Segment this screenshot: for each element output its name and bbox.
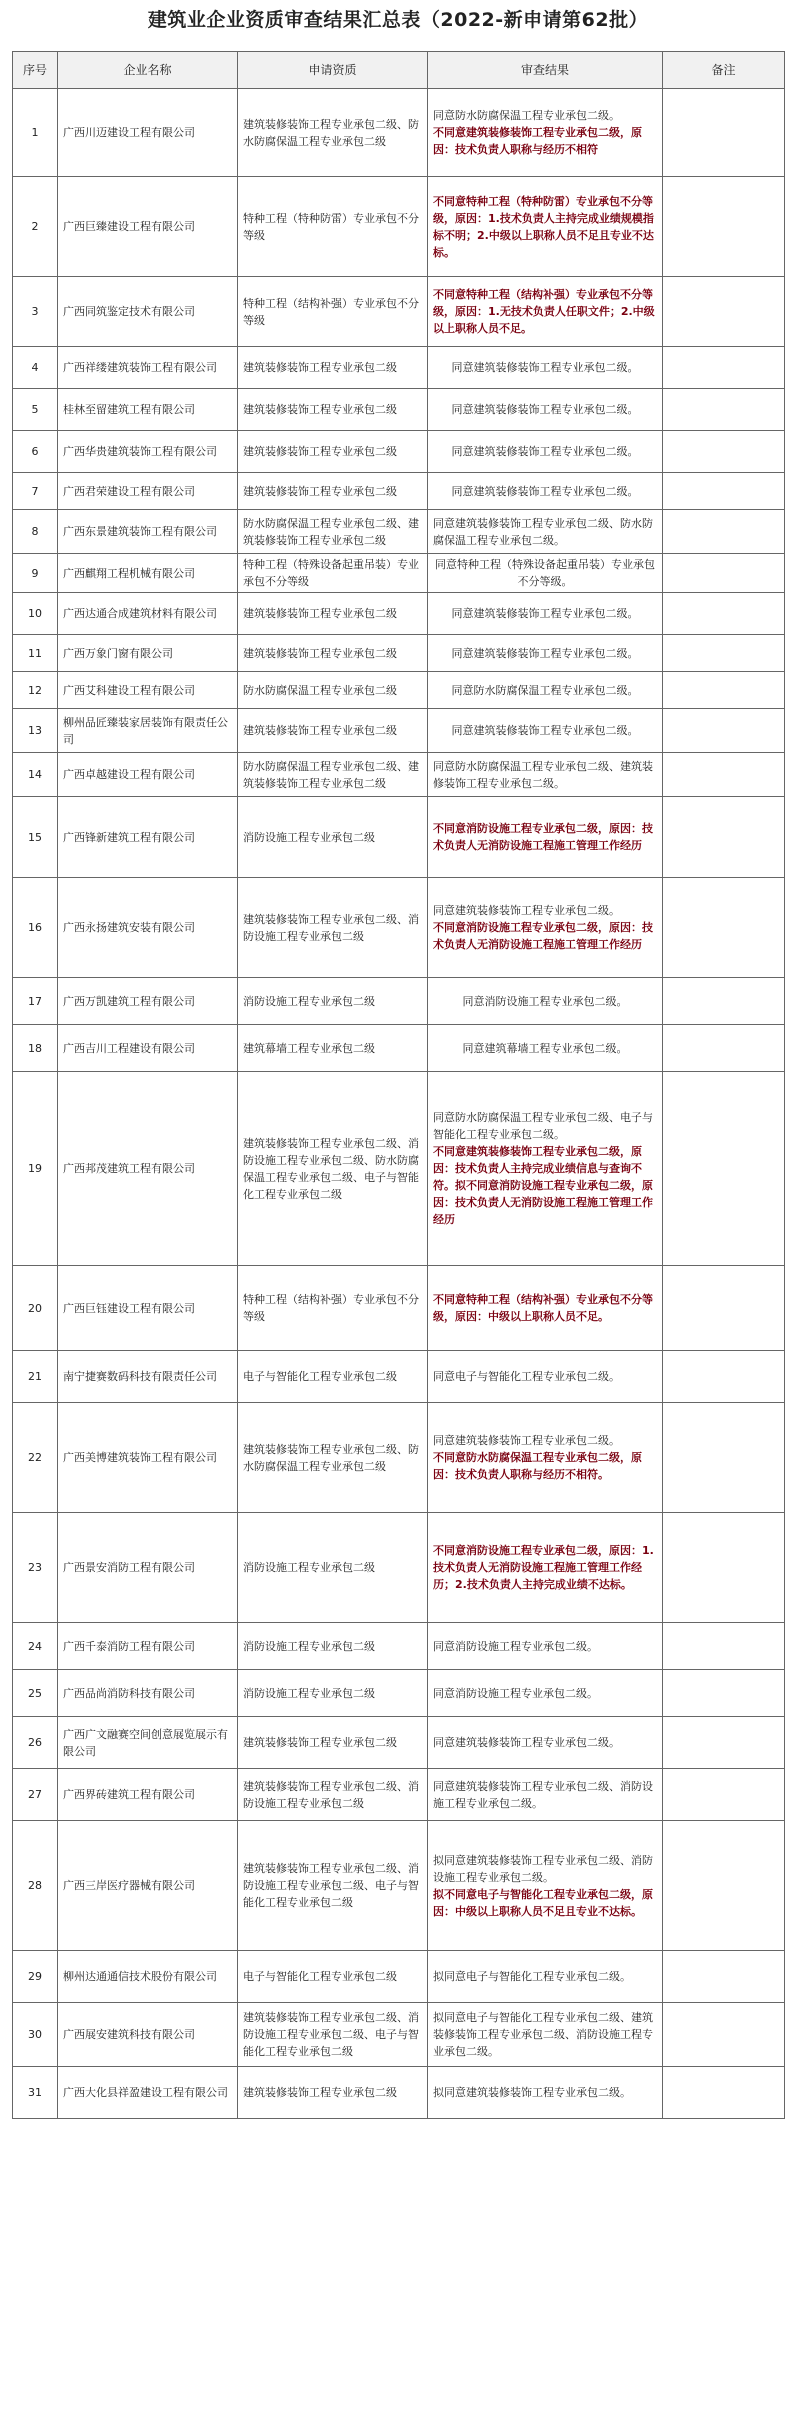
review-result <box>428 277 663 347</box>
table-body <box>13 89 785 2119</box>
company-name: 广西卓越建设工程有限公司 <box>58 753 238 797</box>
row-number: 1 <box>13 89 58 177</box>
approval-text: 同意防水防腐保温工程专业承包二级、电子与智能化工程专业承包二级。 <box>433 1111 653 1141</box>
remark <box>663 347 785 389</box>
row-number: 10 <box>13 593 58 635</box>
applied-qualification: 建筑装修装饰工程专业承包二级、防水防腐保温工程专业承包二级 <box>238 89 428 177</box>
company-name: 广西麒翔工程机械有限公司 <box>58 554 238 593</box>
table-row <box>13 797 785 878</box>
applied-qualification: 消防设施工程专业承包二级 <box>238 797 428 878</box>
review-result <box>428 473 663 510</box>
company-name: 广西华贵建筑装饰工程有限公司 <box>58 431 238 473</box>
company-name: 广西达通合成建筑材料有限公司 <box>58 593 238 635</box>
remark <box>663 753 785 797</box>
approval-text: 同意建筑装修装饰工程专业承包二级、防水防腐保温工程专业承包二级。 <box>433 516 653 547</box>
approval-text: 同意防水防腐保温工程专业承包二级。 <box>451 683 639 697</box>
approval-text: 拟同意建筑装修装饰工程专业承包二级、消防设施工程专业承包二级。 <box>433 1853 653 1884</box>
remark <box>663 2067 785 2119</box>
table-row <box>13 510 785 554</box>
applied-qualification: 防水防腐保温工程专业承包二级 <box>238 672 428 709</box>
remark <box>663 473 785 510</box>
applied-qualification: 特种工程（结构补强）专业承包不分等级 <box>238 1266 428 1351</box>
row-number: 5 <box>13 389 58 431</box>
row-number: 25 <box>13 1670 58 1717</box>
table-row <box>13 1821 785 1951</box>
approval-text: 同意建筑装修装饰工程专业承包二级。 <box>451 724 639 737</box>
review-result <box>428 1821 663 1951</box>
remark <box>663 635 785 672</box>
review-result <box>428 1951 663 2003</box>
table-row <box>13 2003 785 2067</box>
table-row <box>13 277 785 347</box>
approval-text: 同意建筑装修装饰工程专业承包二级。 <box>433 1736 620 1749</box>
remark <box>663 1717 785 1769</box>
company-name: 广西景安消防工程有限公司 <box>58 1513 238 1623</box>
table-row <box>13 1623 785 1670</box>
review-result <box>428 431 663 473</box>
row-number: 24 <box>13 1623 58 1670</box>
row-number: 9 <box>13 554 58 593</box>
company-name: 广西祥缕建筑装饰工程有限公司 <box>58 347 238 389</box>
table-row <box>13 709 785 753</box>
table-row <box>13 2067 785 2119</box>
review-result <box>428 797 663 878</box>
approval-text: 同意建筑装修装饰工程专业承包二级。 <box>433 904 620 917</box>
review-result <box>428 554 663 593</box>
row-number: 19 <box>13 1072 58 1266</box>
company-name: 广西永扬建筑安装有限公司 <box>58 878 238 978</box>
approval-text: 同意建筑装修装饰工程专业承包二级。 <box>451 607 639 620</box>
applied-qualification: 特种工程（特殊设备起重吊装）专业承包不分等级 <box>238 554 428 593</box>
rejection-text: 拟不同意电子与智能化工程专业承包二级，原因：中级以上职称人员不足且专业不达标。 <box>433 1887 653 1918</box>
company-name: 广西川迈建设工程有限公司 <box>58 89 238 177</box>
row-number: 20 <box>13 1266 58 1351</box>
rejection-text: 不同意特种工程（结构补强）专业承包不分等级，原因：中级以上职称人员不足。 <box>433 1293 653 1323</box>
review-result <box>428 1769 663 1821</box>
applied-qualification: 建筑装修装饰工程专业承包二级 <box>238 709 428 753</box>
approval-text: 同意消防设施工程专业承包二级。 <box>462 994 628 1008</box>
row-number: 11 <box>13 635 58 672</box>
approval-text: 同意建筑装修装饰工程专业承包二级。 <box>451 646 639 660</box>
review-result <box>428 1072 663 1266</box>
company-name: 广西艾科建设工程有限公司 <box>58 672 238 709</box>
review-result <box>428 635 663 672</box>
company-name: 广西万象门窗有限公司 <box>58 635 238 672</box>
company-name: 广西同筑鉴定技术有限公司 <box>58 277 238 347</box>
row-number: 30 <box>13 2003 58 2067</box>
table-row <box>13 1025 785 1072</box>
applied-qualification: 消防设施工程专业承包二级 <box>238 1513 428 1623</box>
rejection-text: 不同意消防设施工程专业承包二级，原因：1.技术负责人无消防设施工程施工管理工作经历；2.技术负责人主持完成业绩不达标。 <box>433 1544 654 1591</box>
header-qualification: 申请资质 <box>238 52 428 89</box>
review-result <box>428 1266 663 1351</box>
table-row <box>13 1266 785 1351</box>
applied-qualification: 建筑装修装饰工程专业承包二级 <box>238 389 428 431</box>
applied-qualification: 建筑装修装饰工程专业承包二级 <box>238 635 428 672</box>
row-number: 6 <box>13 431 58 473</box>
table-row <box>13 978 785 1025</box>
company-name: 广西巨臻建设工程有限公司 <box>58 177 238 277</box>
company-name: 广西品尚消防科技有限公司 <box>58 1670 238 1717</box>
row-number: 21 <box>13 1351 58 1403</box>
approval-text: 同意电子与智能化工程专业承包二级。 <box>433 1370 620 1383</box>
table-row <box>13 347 785 389</box>
remark <box>663 389 785 431</box>
row-number: 18 <box>13 1025 58 1072</box>
applied-qualification: 建筑装修装饰工程专业承包二级、消防设施工程专业承包二级 <box>238 878 428 978</box>
applied-qualification: 建筑装修装饰工程专业承包二级、消防设施工程专业承包二级 <box>238 1769 428 1821</box>
company-name: 广西东景建筑装饰工程有限公司 <box>58 510 238 554</box>
rejection-text: 不同意消防设施工程专业承包二级，原因：技术负责人无消防设施工程施工管理工作经历 <box>433 921 653 951</box>
approval-text: 同意建筑装修装饰工程专业承包二级、消防设施工程专业承包二级。 <box>433 1779 653 1810</box>
review-result <box>428 2067 663 2119</box>
applied-qualification: 建筑幕墙工程专业承包二级 <box>238 1025 428 1072</box>
row-number: 14 <box>13 753 58 797</box>
table-row <box>13 554 785 593</box>
remark <box>663 554 785 593</box>
applied-qualification: 建筑装修装饰工程专业承包二级 <box>238 347 428 389</box>
review-result <box>428 1351 663 1403</box>
table-row <box>13 177 785 277</box>
review-result <box>428 1403 663 1513</box>
company-name: 柳州品匠臻装家居装饰有限责任公司 <box>58 709 238 753</box>
remark <box>663 672 785 709</box>
review-result <box>428 1670 663 1717</box>
company-name: 广西巨钰建设工程有限公司 <box>58 1266 238 1351</box>
remark <box>663 1072 785 1266</box>
approval-text: 同意建筑装修装饰工程专业承包二级。 <box>451 403 639 416</box>
table-row <box>13 1717 785 1769</box>
applied-qualification: 建筑装修装饰工程专业承包二级 <box>238 2067 428 2119</box>
table-row <box>13 389 785 431</box>
applied-qualification: 建筑装修装饰工程专业承包二级 <box>238 431 428 473</box>
approval-text: 拟同意电子与智能化工程专业承包二级、建筑装修装饰工程专业承包二级、消防设施工程专业承包二级。 <box>433 2011 653 2058</box>
row-number: 12 <box>13 672 58 709</box>
row-number: 13 <box>13 709 58 753</box>
remark <box>663 431 785 473</box>
approval-text: 同意特种工程（特殊设备起重吊装）专业承包不分等级。 <box>435 558 655 588</box>
table-row <box>13 672 785 709</box>
review-result <box>428 177 663 277</box>
rejection-text: 不同意特种工程（特种防雷）专业承包不分等级，原因：1.技术负责人主持完成业绩规模指标不明；2.中级以上职称人员不足且专业不达标。 <box>433 194 654 259</box>
table-row <box>13 635 785 672</box>
review-result <box>428 978 663 1025</box>
review-result <box>428 89 663 177</box>
remark <box>663 797 785 878</box>
table-row <box>13 593 785 635</box>
rejection-text: 不同意特种工程（结构补强）专业承包不分等级，原因：1.无技术负责人任职文件；2.中级以上职称人员不足。 <box>433 288 655 335</box>
company-name: 桂林至留建筑工程有限公司 <box>58 389 238 431</box>
approval-text: 同意消防设施工程专业承包二级。 <box>433 1686 598 1700</box>
remark <box>663 1025 785 1072</box>
applied-qualification: 电子与智能化工程专业承包二级 <box>238 1351 428 1403</box>
results-table <box>12 51 785 2119</box>
company-name: 广西广文融赛空间创意展览展示有限公司 <box>58 1717 238 1769</box>
table-row <box>13 89 785 177</box>
remark <box>663 177 785 277</box>
table-row <box>13 1403 785 1513</box>
review-result <box>428 593 663 635</box>
row-number: 3 <box>13 277 58 347</box>
approval-text: 拟同意电子与智能化工程专业承包二级。 <box>433 1970 631 1983</box>
applied-qualification: 消防设施工程专业承包二级 <box>238 978 428 1025</box>
row-number: 7 <box>13 473 58 510</box>
company-name: 广西三岸医疗器械有限公司 <box>58 1821 238 1951</box>
approval-text: 同意建筑幕墙工程专业承包二级。 <box>462 1041 628 1055</box>
remark <box>663 1351 785 1403</box>
header-result: 审查结果 <box>428 52 663 89</box>
row-number: 26 <box>13 1717 58 1769</box>
applied-qualification: 建筑装修装饰工程专业承包二级、消防设施工程专业承包二级、电子与智能化工程专业承包二级 <box>238 2003 428 2067</box>
rejection-text: 不同意建筑装修装饰工程专业承包二级，原因：技术负责人主持完成业绩信息与查询不符。拟不同意消防设施工程专业承包二级，原因：技术负责人无消防设施工程施工管理工作经历 <box>433 1145 653 1226</box>
approval-text: 同意建筑装修装饰工程专业承包二级。 <box>433 1434 620 1447</box>
rejection-text: 不同意消防设施工程专业承包二级，原因：技术负责人无消防设施工程施工管理工作经历 <box>433 822 653 852</box>
remark <box>663 1951 785 2003</box>
review-result <box>428 1623 663 1670</box>
table-row <box>13 1670 785 1717</box>
table-row <box>13 1072 785 1266</box>
applied-qualification: 建筑装修装饰工程专业承包二级 <box>238 593 428 635</box>
company-name: 广西大化县祥盈建设工程有限公司 <box>58 2067 238 2119</box>
applied-qualification: 特种工程（特种防雷）专业承包不分等级 <box>238 177 428 277</box>
row-number: 2 <box>13 177 58 277</box>
table-header-row <box>13 52 785 89</box>
approval-text: 同意消防设施工程专业承包二级。 <box>433 1639 598 1653</box>
company-name: 广西美博建筑装饰工程有限公司 <box>58 1403 238 1513</box>
review-result <box>428 389 663 431</box>
remark <box>663 510 785 554</box>
table-row <box>13 1351 785 1403</box>
table-row <box>13 1513 785 1623</box>
table-row <box>13 431 785 473</box>
remark <box>663 277 785 347</box>
review-result <box>428 672 663 709</box>
header-remark: 备注 <box>663 52 785 89</box>
approval-text: 同意防水防腐保温工程专业承包二级。 <box>433 109 620 122</box>
remark <box>663 1266 785 1351</box>
applied-qualification: 建筑装修装饰工程专业承包二级、消防设施工程专业承包二级、电子与智能化工程专业承包二级 <box>238 1821 428 1951</box>
row-number: 15 <box>13 797 58 878</box>
company-name: 广西千泰消防工程有限公司 <box>58 1623 238 1670</box>
company-name: 广西锋新建筑工程有限公司 <box>58 797 238 878</box>
approval-text: 同意建筑装修装饰工程专业承包二级。 <box>451 361 639 374</box>
company-name: 广西邦茂建筑工程有限公司 <box>58 1072 238 1266</box>
company-name: 广西展安建筑科技有限公司 <box>58 2003 238 2067</box>
remark <box>663 1821 785 1951</box>
remark <box>663 89 785 177</box>
remark <box>663 878 785 978</box>
applied-qualification: 特种工程（结构补强）专业承包不分等级 <box>238 277 428 347</box>
remark <box>663 1513 785 1623</box>
applied-qualification: 消防设施工程专业承包二级 <box>238 1623 428 1670</box>
header-no: 序号 <box>13 52 58 89</box>
applied-qualification: 建筑装修装饰工程专业承包二级 <box>238 473 428 510</box>
review-result <box>428 878 663 978</box>
review-result <box>428 510 663 554</box>
review-result <box>428 1717 663 1769</box>
company-name: 广西界砖建筑工程有限公司 <box>58 1769 238 1821</box>
rejection-text: 不同意防水防腐保温工程专业承包二级，原因：技术负责人职称与经历不相符。 <box>433 1451 642 1481</box>
review-result <box>428 1513 663 1623</box>
applied-qualification: 建筑装修装饰工程专业承包二级、消防设施工程专业承包二级、防水防腐保温工程专业承包二级、电子与智能化工程专业承包二级 <box>238 1072 428 1266</box>
row-number: 4 <box>13 347 58 389</box>
remark <box>663 978 785 1025</box>
applied-qualification: 防水防腐保温工程专业承包二级、建筑装修装饰工程专业承包二级 <box>238 510 428 554</box>
row-number: 22 <box>13 1403 58 1513</box>
table-row <box>13 878 785 978</box>
rejection-text: 不同意建筑装修装饰工程专业承包二级，原因：技术负责人职称与经历不相符 <box>433 126 642 156</box>
table-row <box>13 1769 785 1821</box>
table-row <box>13 1951 785 2003</box>
approval-text: 同意建筑装修装饰工程专业承包二级。 <box>451 484 639 498</box>
review-result <box>428 709 663 753</box>
approval-text: 拟同意建筑装修装饰工程专业承包二级。 <box>433 2086 631 2099</box>
remark <box>663 1623 785 1670</box>
table-row <box>13 473 785 510</box>
applied-qualification: 建筑装修装饰工程专业承包二级 <box>238 1717 428 1769</box>
header-company: 企业名称 <box>58 52 238 89</box>
remark <box>663 709 785 753</box>
review-result <box>428 347 663 389</box>
row-number: 27 <box>13 1769 58 1821</box>
remark <box>663 1670 785 1717</box>
review-result <box>428 753 663 797</box>
company-name: 南宁捷赛数码科技有限责任公司 <box>58 1351 238 1403</box>
applied-qualification: 消防设施工程专业承包二级 <box>238 1670 428 1717</box>
company-name: 广西吉川工程建设有限公司 <box>58 1025 238 1072</box>
approval-text: 同意防水防腐保温工程专业承包二级、建筑装修装饰工程专业承包二级。 <box>433 759 653 790</box>
applied-qualification: 电子与智能化工程专业承包二级 <box>238 1951 428 2003</box>
company-name: 广西万凯建筑工程有限公司 <box>58 978 238 1025</box>
row-number: 16 <box>13 878 58 978</box>
applied-qualification: 建筑装修装饰工程专业承包二级、防水防腐保温工程专业承包二级 <box>238 1403 428 1513</box>
review-result <box>428 1025 663 1072</box>
page-title: 建筑业企业资质审查结果汇总表（2022-新申请第62批） <box>147 9 649 31</box>
row-number: 23 <box>13 1513 58 1623</box>
applied-qualification: 防水防腐保温工程专业承包二级、建筑装修装饰工程专业承包二级 <box>238 753 428 797</box>
row-number: 29 <box>13 1951 58 2003</box>
company-name: 广西君荣建设工程有限公司 <box>58 473 238 510</box>
row-number: 31 <box>13 2067 58 2119</box>
remark <box>663 1769 785 1821</box>
approval-text: 同意建筑装修装饰工程专业承包二级。 <box>451 445 639 458</box>
row-number: 28 <box>13 1821 58 1951</box>
company-name: 柳州达通通信技术股份有限公司 <box>58 1951 238 2003</box>
row-number: 8 <box>13 510 58 554</box>
remark <box>663 2003 785 2067</box>
row-number: 17 <box>13 978 58 1025</box>
review-result <box>428 2003 663 2067</box>
table-row <box>13 753 785 797</box>
remark <box>663 1403 785 1513</box>
remark <box>663 593 785 635</box>
